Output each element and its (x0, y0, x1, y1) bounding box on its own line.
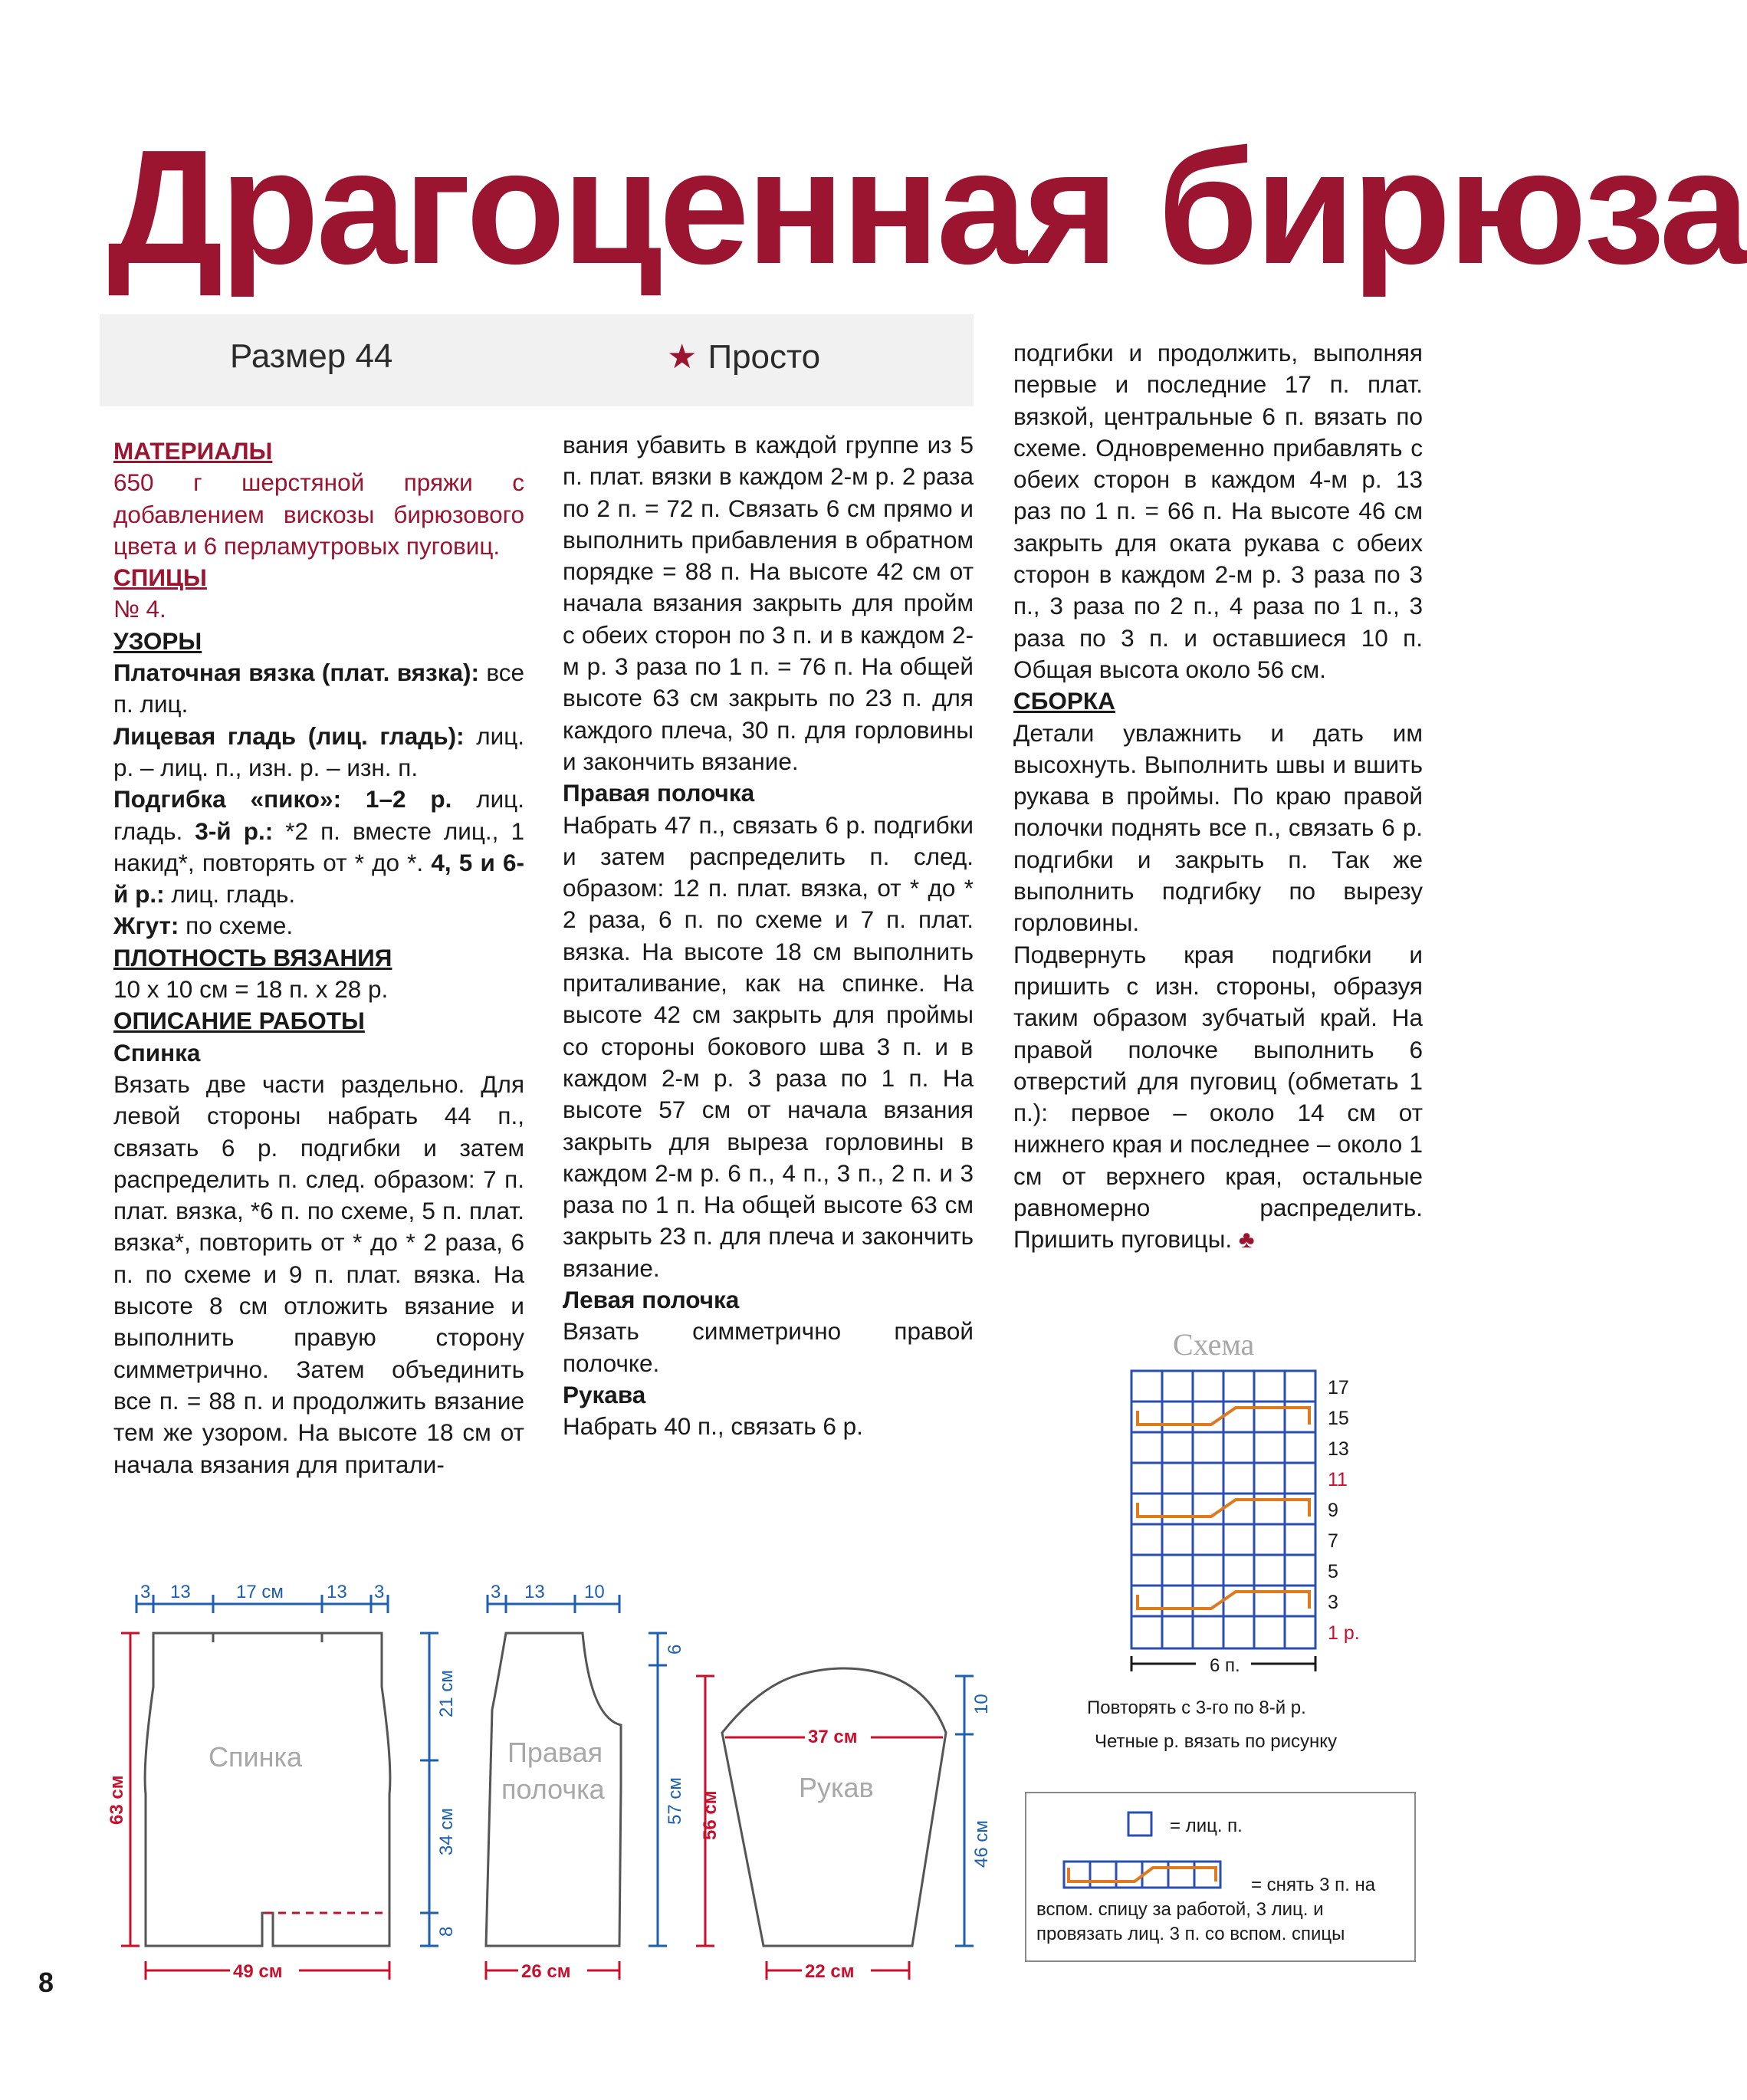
back-label: Спинка (209, 1741, 303, 1773)
sleeve-outline (722, 1668, 946, 1946)
row-number: 15 (1328, 1408, 1349, 1429)
back-slit-label: 8 (436, 1926, 457, 1937)
chart-width-label: 6 п. (1210, 1655, 1240, 1676)
schema-title: Схема (1173, 1327, 1255, 1362)
schema-note-1: Повторять с 3-го по 8-й р. (1087, 1697, 1306, 1718)
legend-cable-b: вспом. спицу за работой, 3 лиц. и (1036, 1899, 1324, 1920)
dim-label: 17 см (236, 1582, 284, 1602)
legend-knit: = лиц. п. (1170, 1816, 1243, 1836)
garter-text: все п. лиц. (113, 659, 524, 718)
row-number: 13 (1328, 1438, 1349, 1460)
sleeve-pattern (696, 1668, 992, 1982)
front-height-label: 57 см (665, 1777, 685, 1825)
sleeves-text: Набрать 40 п., связать 6 р. (563, 1412, 863, 1441)
right-front-text: Набрать 47 п., связать 6 р. подгибки и затем распределить п. след. образом: 12 п. плат. вязка, от * до * 2 раза, 6 п. по схеме и 7 п. плат. вязка. На высоте 18 см выполнить приталивание, как на спинке. На высоте 42 см закрыть для проймы со стороны бокового шва 3 п. и в каждом 2-м р. 3 раза по 1 п. На высоте 57 см от начала вязания закрыть для выреза горловины в каждом 2-м р. 6 п., 4 п., 3 п., 2 п. и 3 раза по 1 п. На общей высоте 63 см закрыть 23 п. для плеча и закончить вязание. (563, 810, 974, 1282)
front-width-label: 26 см (521, 1961, 571, 1982)
stockinette-label: Лицевая гладь (лиц. гладь): (113, 721, 465, 750)
materials-text: 650 г шерстяной пряжи с добавлением вискозы бирюзового цвета и 6 перламутровых пуговиц. (113, 468, 524, 560)
gauge-heading: ПЛОТНОСТЬ ВЯЗАНИЯ (113, 943, 392, 971)
dim-label: 3 (374, 1582, 385, 1602)
back-pattern (107, 1582, 457, 1982)
picot-text-a: лиц. гладь. (113, 785, 524, 845)
sleeve-cap-label: 10 (971, 1694, 992, 1714)
back-text: Вязать две части раздельно. Для левой стороны набрать 44 п., связать 6 р. подгибки и затем распределить п. след. образом: 7 п. плат. вязка, *6 п. по схеме, 5 п. плат. вязка*, повторить от * до * 2 раза, 6 п. по схеме и 9 п. плат. вязка. На высоте 8 см отложить вязание и выполнить правую сторону симметрично. Затем объединить все п. = 88 п. и продолжить вязание тем же узором. На высоте 18 см от начала вязания для притали- (113, 1070, 524, 1478)
right-front-heading: Правая полочка (563, 779, 755, 807)
needles-text: № 4. (113, 595, 166, 623)
chart-row-numbers (1328, 1377, 1360, 1644)
left-front-heading: Левая полочка (563, 1286, 740, 1314)
row-number: 9 (1328, 1500, 1338, 1521)
sleeves-heading: Рукава (563, 1380, 646, 1408)
page-title: Драгоценная бирюза (107, 116, 1747, 297)
row-number: 7 (1328, 1530, 1338, 1552)
legend-cable-a: = снять 3 п. на (1251, 1875, 1376, 1895)
back-width-label: 49 см (233, 1961, 283, 1982)
row-number: 11 (1328, 1469, 1348, 1490)
sleeve-label: Рукав (799, 1772, 874, 1803)
work-heading: ОПИСАНИЕ РАБОТЫ (113, 1007, 365, 1035)
page-number: 8 (38, 1967, 54, 1998)
dim-label: 3 (491, 1582, 501, 1602)
assembly-text-1: Детали увлажнить и дать им высохнуть. Выполнить швы и вшить рукава в проймы. По краю правой полочки поднять все п., связать 6 р. подгибки и закрыть п. Так же выполнить подгибку по вырезу горловины. (1013, 718, 1423, 937)
difficulty-label: Просто (708, 338, 821, 376)
back-heading: Спинка (113, 1038, 201, 1066)
front-label-1: Правая (507, 1737, 603, 1768)
row-number: 3 (1328, 1592, 1338, 1613)
back-outline (145, 1633, 390, 1946)
assembly-heading: СБОРКА (1013, 687, 1115, 715)
legend-box (1026, 1793, 1415, 1961)
stockinette-text: лиц. р. – лиц. п., изн. р. – изн. п. (113, 721, 524, 781)
cable-label: Жгут: (113, 912, 179, 940)
picot-text-c: лиц. гладь. (164, 880, 296, 909)
left-front-text: Вязать симметрично правой полочке. (563, 1317, 974, 1377)
front-pattern (486, 1582, 685, 1982)
sleeve-side-dims (955, 1676, 974, 1946)
back-height-label: 63 см (107, 1775, 127, 1825)
chart-width-marker (1131, 1653, 1315, 1676)
sleeve-total-label: 56 см (700, 1790, 721, 1840)
gauge-text: 10 х 10 см = 18 п. х 28 р. (113, 975, 389, 1004)
club-icon: ♣ (1238, 1225, 1255, 1254)
dim-label: 3 (140, 1582, 151, 1602)
dim-label: 13 (327, 1582, 347, 1602)
front-neck-label: 6 (665, 1644, 685, 1655)
picot-row3-label: 3-й р.: (195, 817, 274, 845)
sleeve-bottom-label: 22 см (805, 1961, 855, 1982)
sleeves-text-cont: подгибки и продолжить, выполняя первые и последние 17 п. плат. вязкой, центральные 6 п. вязать по схеме. Одновременно прибавлять с обеих сторон в каждом 4-м р. 13 раз по 1 п. = 66 п. На высоте 46 см закрыть для оката рукава с обеих сторон в каждом 2-м р. 3 раза по 3 п., 3 раза по 2 п., 4 раза по 1 п., 3 раза по 3 п. и оставшиеся 10 п. Общая высота около 56 см. (1013, 339, 1423, 683)
assembly-text-2-body: Подвернуть края подгибки и пришить с изн. стороны, образуя таким образом зубчатый край. На правой полочке выполнить 6 отверстий для пуговиц (обметать 1 п.): первое – около 14 см от нижнего края и последнее – около 1 см от верхнего края, остальные равномерно распределить. Пришить пуговицы. (1013, 940, 1423, 1254)
sleeve-top-label: 37 см (808, 1727, 858, 1747)
schema-note-2: Четные р. вязать по рисунку (1095, 1731, 1337, 1752)
needles-heading: СПИЦЫ (113, 564, 207, 592)
picot-row46-label: 4, 5 и 6-й р.: (113, 848, 525, 909)
row-number: 5 (1328, 1561, 1338, 1582)
size-label: Размер 44 (230, 337, 393, 375)
row-number: 17 (1328, 1377, 1349, 1398)
picot-label: Подгибка «пико»: 1–2 р. (113, 785, 452, 813)
front-label-2: полочка (501, 1773, 605, 1805)
dim-label: 10 (584, 1582, 605, 1602)
cable-text: по схеме. (179, 912, 294, 940)
dim-label: 13 (170, 1582, 191, 1602)
sleeve-body-label: 46 см (971, 1820, 992, 1868)
star-icon: ★ (667, 338, 698, 376)
row-number: 1 р. (1328, 1622, 1360, 1644)
garter-label: Платочная вязка (плат. вязка): (113, 659, 479, 687)
back-text-cont: вания убавить в каждой группе из 5 п. плат. вязки в каждом 2-м р. 2 раза по 2 п. = 72 п. Связать 6 см прямо и выполнить прибавления в обратном порядке = 88 п. На высоте 42 см от начала вязания закрыть для пройм с обеих сторон по 3 п. и в каждом 2-м р. 3 раза по 1 п. = 76 п. На общей высоте 63 см закрыть по 23 п. для каждого плеча, 30 п. для горловины и закончить вязание. (563, 431, 974, 775)
materials-heading: МАТЕРИАЛЫ (113, 437, 273, 465)
patterns-heading: УЗОРЫ (113, 626, 202, 655)
dim-label: 13 (524, 1582, 545, 1602)
picot-text-b: *2 п. вместе лиц., 1 накид*, повторять от * до *. (113, 817, 524, 876)
back-armhole-label: 21 см (436, 1670, 457, 1717)
back-body-label: 34 см (436, 1808, 457, 1855)
legend-cable-c: провязать лиц. 3 п. со вспом. спицы (1036, 1924, 1345, 1944)
